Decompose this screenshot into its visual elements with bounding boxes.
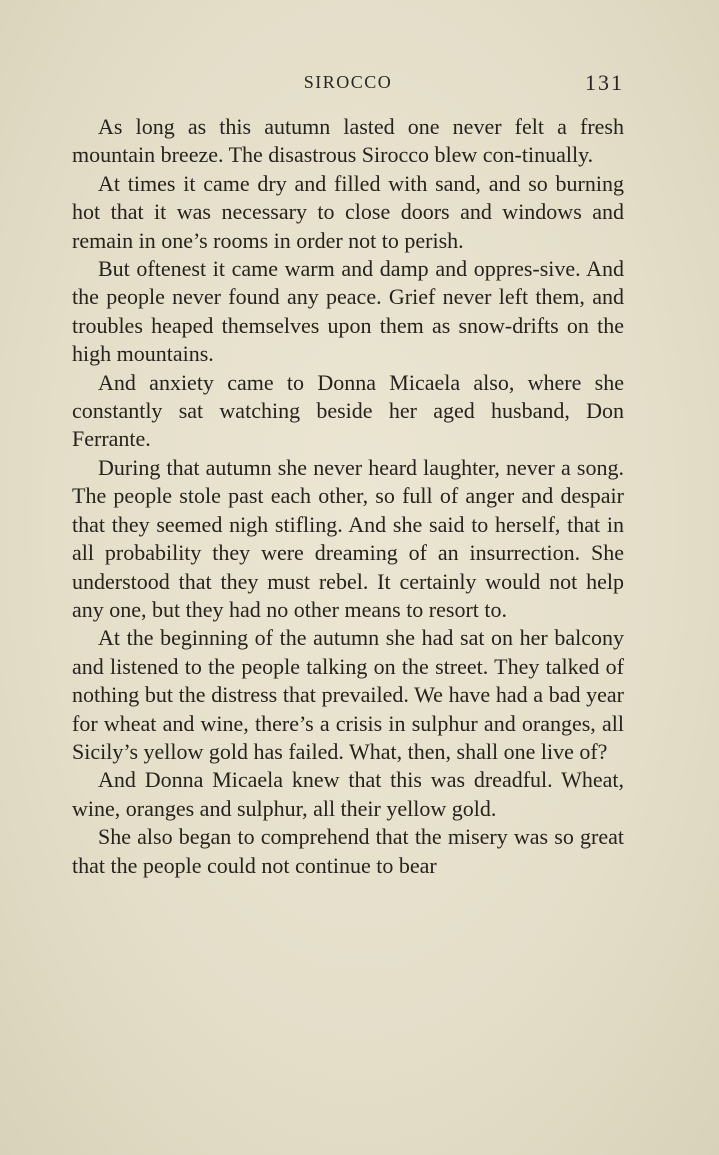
page-header xyxy=(72,70,624,98)
page-number: 131 xyxy=(585,70,624,95)
paragraph: At the beginning of the autumn she had sat on her balcony and listened to the people talking on the street. They talked of nothing but the distress that prevailed. We have had a bad year for wheat and wine, there’s a crisis in sulphur and oranges, all Sicily’s yellow gold has failed. What, then, shall one live of? xyxy=(72,625,624,764)
paragraph: And anxiety came to Donna Micaela also, where she constantly sat watching beside her aged husband, Don Ferrante. xyxy=(72,369,624,452)
paragraph: But oftenest it came warm and damp and oppres-sive. And the people never found any peace. Grief never left them, and troubles heaped themselves upon them as snow-drifts on the high mountains. xyxy=(72,256,624,367)
paragraph: At times it came dry and filled with sand, and so burning hot that it was necessary to close doors and windows and remain in one’s rooms in order not to perish. xyxy=(72,170,624,253)
body-text xyxy=(72,113,624,880)
paragraph: During that autumn she never heard laughter, never a song. The people stole past each other, so full of anger and despair that they seemed nigh stifling. And she said to herself, that in all probability they were dreaming of an insurrection. She understood that they must rebel. It certainly would not help any one, but they had no other means to resort to. xyxy=(72,454,624,622)
paragraph: As long as this autumn lasted one never felt a fresh mountain breeze. The disastrous Sirocco blew con-tinually. xyxy=(72,114,624,168)
paragraph: She also began to comprehend that the misery was so great that the people could not continue to bear xyxy=(72,824,624,878)
running-title: SIROCCO xyxy=(303,72,393,92)
paragraph: And Donna Micaela knew that this was dreadful. Wheat, wine, oranges and sulphur, all their yellow gold. xyxy=(72,767,624,821)
